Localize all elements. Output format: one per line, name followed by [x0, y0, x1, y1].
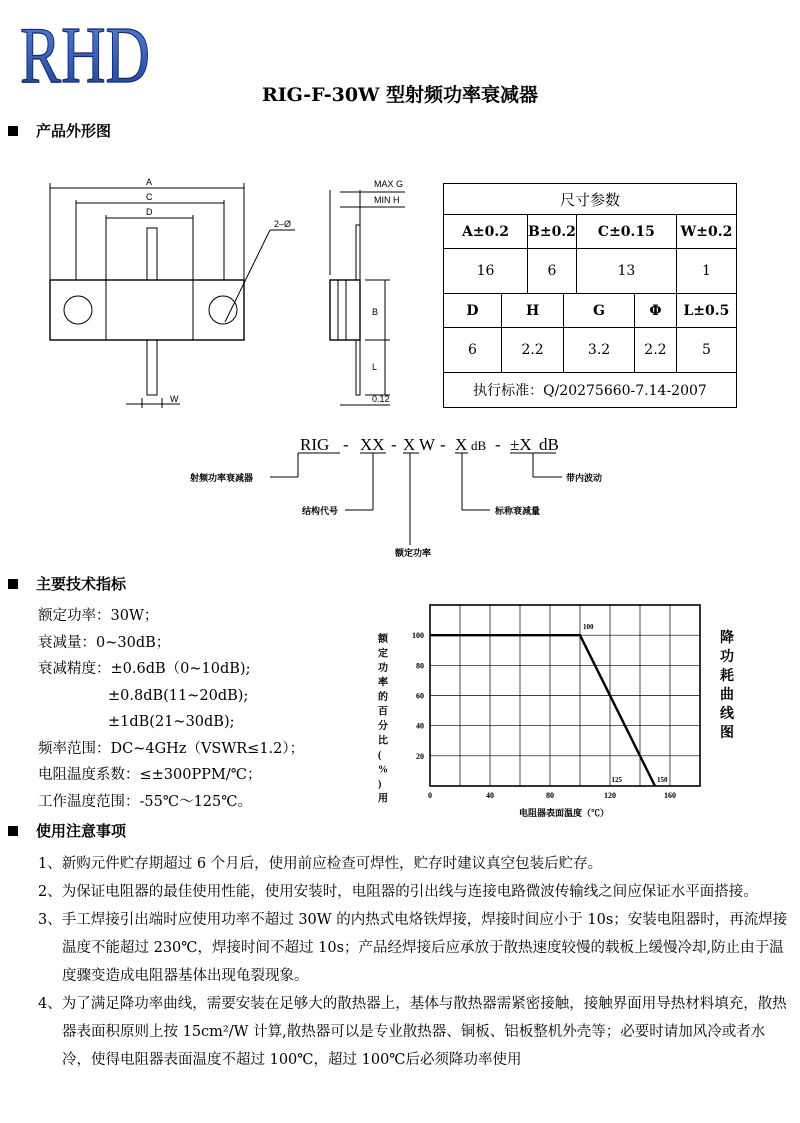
dim-label-d: D	[146, 207, 153, 217]
code-part: X	[403, 435, 416, 454]
section-notes-title: 使用注意事项	[36, 822, 127, 840]
section-specs-title: 主要技术指标	[36, 575, 127, 593]
y-tick-label: 80	[416, 661, 424, 671]
dim-label-cell: H	[502, 294, 564, 328]
x-tick-label: 80	[546, 791, 554, 800]
code-part: X	[455, 435, 468, 454]
dim-label-c: C	[146, 192, 153, 202]
code-part: ±X	[510, 435, 532, 454]
y-tick-label: 60	[416, 691, 424, 701]
dim-value-cell: 2.2	[502, 328, 564, 373]
code-label-power: 额定功率	[395, 549, 432, 559]
x-tick-label: 160	[664, 791, 676, 800]
x-tick-label: 40	[486, 791, 494, 800]
section-notes	[8, 820, 126, 841]
spec-line: 衰减精度：±0.6dB（0~10dB);	[38, 661, 251, 677]
dim-label-l: L	[372, 362, 378, 372]
dim-label-hole: 2–Ø	[274, 219, 292, 229]
dim-value-cell: 16	[444, 249, 528, 294]
page-title: RIG-F-30W 型射频功率衰减器	[261, 84, 539, 106]
note-item: 2、为保证电阻器的最佳使用性能，使用安装时，电阻器的引出线与连接电路微波传输线之间应保证水平面搭接。	[38, 884, 758, 900]
y-tick-label: 20	[416, 751, 424, 761]
x-tick-label: 120	[604, 791, 616, 800]
spec-line: 工作温度范围：-55℃～125℃。	[38, 793, 252, 810]
dim-value-cell: 5	[676, 328, 736, 373]
dim-label-a: A	[146, 177, 153, 187]
annotation-label: 150	[657, 776, 668, 784]
dim-value-cell: 6	[528, 249, 577, 294]
logo-text: RHD	[20, 12, 150, 100]
derating-series-line	[430, 635, 655, 786]
dim-label-thickness: 0.12	[372, 394, 390, 404]
chart-title: 降功耗曲线图	[720, 631, 734, 741]
outline-drawing	[30, 170, 430, 420]
code-part: RIG	[300, 435, 330, 454]
bullet-square-icon	[8, 579, 18, 589]
dim-value-cell: 1	[676, 249, 736, 294]
code-label-atten: 标称衰减量	[495, 507, 541, 517]
code-part: W	[419, 435, 436, 454]
spec-line: ±0.8dB(11~20dB);	[108, 687, 249, 704]
note-item: 3、手工焊接引出端时应使用功率不超过 30W 的内热式电烙铁焊接，焊接时间应小于 10s；安装电阻器时，再流焊接温度不能超过 230℃，焊接时间不超过 10s；产品经焊接后应承放于散热速度较慢的载板上缓慢冷却,防止由于温度骤变造成电阻器基体出现龟裂现象。	[38, 912, 788, 984]
annotation-label: 125	[611, 776, 622, 784]
dim-label-b: B	[372, 307, 379, 317]
dim-label-minh: MIN H	[374, 195, 400, 205]
dim-value-cell: 6	[444, 328, 502, 373]
dimension-table	[443, 183, 737, 408]
chart-xlabel: 电阻器表面温度（℃）	[518, 808, 610, 818]
dim-label-maxg: MAX G	[374, 179, 404, 189]
note-item: 1、新购元件贮存期超过 6 个月后，使用前应检查可焊性，贮存时建议真空包装后贮存。	[38, 856, 603, 872]
dim-label-cell: L±0.5	[676, 294, 736, 328]
y-tick-label: 100	[412, 631, 424, 641]
dim-label-cell: G	[564, 294, 635, 328]
note-item: 4、为了满足降功率曲线，需要安装在足够大的散热器上，基体与散热器需紧密接触，接触界面用导热材料填充，散热器表面积原则上按 15cm²/W 计算,散热器可以是专业散热器、铜板、铝板整机外壳等；必要时请加风冷或者水冷，使得电阻器表面温度不超过 100℃，超过 100℃后必须降功率使用	[38, 996, 787, 1068]
code-part: dB	[471, 438, 487, 453]
derating-chart	[368, 598, 740, 820]
x-tick-label: 0	[428, 791, 432, 800]
dim-label-cell: C±0.15	[576, 215, 676, 249]
code-part: -	[495, 435, 501, 454]
section-outline-title: 产品外形图	[36, 122, 112, 140]
execution-standard: 执行标准：Q/20275660-7.14-2007	[444, 373, 737, 408]
dim-label-cell: B±0.2	[528, 215, 577, 249]
y-tick-label: 40	[416, 721, 424, 731]
chart-ylabel: 额定功率的百分比( % )用	[378, 634, 388, 805]
dim-label-w: W	[170, 394, 179, 404]
code-part: dB	[539, 435, 559, 454]
dim-label-cell: W±0.2	[676, 215, 736, 249]
dim-label-cell: Φ	[634, 294, 676, 328]
dim-value-cell: 2.2	[634, 328, 676, 373]
section-outline	[8, 120, 111, 141]
code-label-type: 射频功率衰减器	[190, 474, 254, 484]
annotation-label: 100	[583, 623, 594, 632]
code-part: -	[391, 435, 397, 454]
notes-list	[38, 850, 788, 1074]
spec-line: 频率范围：DC~4GHz（VSWR≤1.2）；	[38, 740, 305, 757]
code-part: XX	[360, 435, 385, 454]
bullet-square-icon	[8, 826, 18, 836]
code-part: -	[343, 435, 349, 454]
dim-value-cell: 13	[576, 249, 676, 294]
model-code-diagram	[190, 430, 610, 560]
dim-label-cell: A±0.2	[444, 215, 528, 249]
bullet-square-icon	[8, 126, 18, 136]
spec-line: 电阻温度系数：≤±300PPM/℃；	[38, 767, 262, 783]
code-label-ripple: 带内波动	[566, 474, 603, 484]
code-part: -	[440, 435, 446, 454]
spec-line: 额定功率：30W；	[38, 608, 159, 624]
spec-line: ±1dB(21~30dB);	[108, 714, 235, 730]
code-label-structure: 结构代号	[302, 507, 339, 517]
dim-label-cell: D	[444, 294, 502, 328]
spec-list	[38, 603, 304, 815]
section-specs	[8, 573, 126, 594]
spec-line: 衰减量：0~30dB；	[38, 634, 171, 651]
dim-value-cell: 3.2	[564, 328, 635, 373]
dimension-table-header: 尺寸参数	[444, 184, 737, 215]
